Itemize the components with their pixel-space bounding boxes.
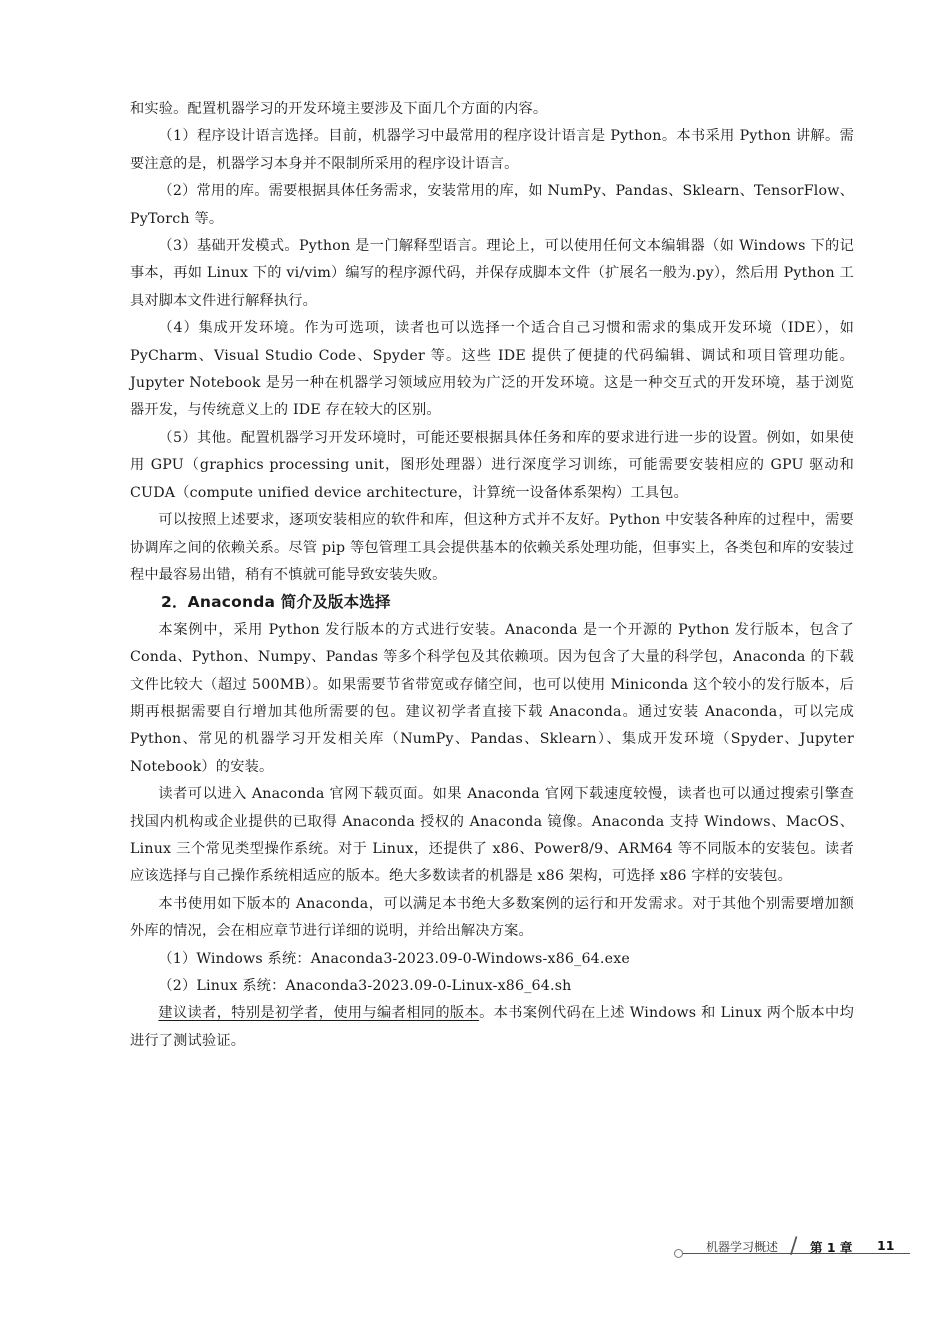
footer-section-name: 机器学习概述 — [706, 1240, 779, 1254]
version-item-windows: （1）Windows 系统：Anaconda3-2023.09-0-Windows-x86_64.exe — [158, 950, 631, 967]
footer-dot-icon — [674, 1249, 683, 1258]
page-footer — [640, 1236, 910, 1264]
paragraph-recommendation — [130, 1000, 854, 1055]
page-body — [130, 96, 854, 1055]
paragraph-other: （5）其他。配置机器学习开发环境时，可能还要根据具体任务和库的要求进行进一步的设置。例如，如果使用 GPU（graphics processing unit，图形处理器）进行深度学习训练，可能需要安装相应的 GPU 驱动和 CUDA（compute unified device architecture，计算统一设备体系架构）工具包。 — [130, 429, 854, 501]
paragraph-basic-dev-mode: （3）基础开发模式。Python 是一门解释型语言。理论上，可以使用任何文本编辑器（如 Windows 下的记事本，再如 Linux 下的 vi/vim）编写的程序源代码，并保存成脚本文件（扩展名一般为.py），然后用 Python 工具对脚本文件进行解释执行。 — [130, 238, 854, 309]
footer-chapter: 第 1 章 — [810, 1240, 853, 1255]
paragraph-anaconda-download: 读者可以进入 Anaconda 官网下载页面。如果 Anaconda 官网下载速度较慢，读者也可以通过搜索引擎查找国内机构或企业提供的已取得 Anaconda 授权的 Anaconda 镜像。Anaconda 支持 Windows、MacOS、Linux 三个常见类型操作系统。对于 Linux，还提供了 x86、Power8/9、ARM64 等不同版本的安装包。读者应该选择与自己操作系统相适应的版本。绝大多数读者的机器是 x86 架构，可选择 x86 字样的安装包。 — [130, 786, 854, 885]
recommendation-rest: 。本书案例代码在上述 Windows 和 Linux 两个版本中均进行了测试验证。 — [130, 1005, 854, 1049]
footer-slash-icon: / — [790, 1234, 798, 1259]
version-item-linux: （2）Linux 系统：Anaconda3-2023.09-0-Linux-x86_64.sh — [158, 978, 572, 994]
page-number: 11 — [877, 1238, 895, 1253]
section-heading: 2．Anaconda 简介及版本选择 — [161, 593, 391, 612]
paragraph-version-used: 本书使用如下版本的 Anaconda，可以满足本书绝大多数案例的运行和开发需求。对于其他个别需要增加额外库的情况，会在相应章节进行详细的说明，并给出解决方案。 — [130, 895, 854, 940]
paragraph-install-issues: 可以按照上述要求，逐项安装相应的软件和库，但这种方式并不友好。Python 中安装各种库的过程中，需要协调库之间的依赖关系。尽管 pip 等包管理工具会提供基本的依赖关系处理功能，但事实上，各类包和库的安装过程中最容易出错，稍有不慎就可能导致安装失败。 — [130, 512, 854, 583]
paragraph-ide: （4）集成开发环境。作为可选项，读者也可以选择一个适合自己习惯和需求的集成开发环境（IDE），如 PyCharm、Visual Studio Code、Spyder 等。这些 IDE 提供了便捷的代码编辑、调试和项目管理功能。Jupyter Notebook 是另一种在机器学习领域应用较为广泛的开发环境。这是一种交互式的开发环境，基于浏览器开发，与传统意义上的 IDE 存在较大的区别。 — [130, 320, 854, 419]
paragraph-common-libraries: （2）常用的库。需要根据具体任务需求，安装常用的库，如 NumPy、Pandas、Sklearn、TensorFlow、PyTorch 等。 — [130, 183, 854, 227]
paragraph-continuation: 和实验。配置机器学习的开发环境主要涉及下面几个方面的内容。 — [130, 101, 548, 117]
recommendation-underlined: 建议读者，特别是初学者，使用与编者相同的版本 — [158, 1005, 480, 1022]
paragraph-anaconda-intro: 本案例中，采用 Python 发行版本的方式进行安装。Anaconda 是一个开源的 Python 发行版本，包含了 Conda、Python、Numpy、Pandas 等多个科学包及其依赖项。因为包含了大量的科学包，Anaconda 的下载文件比较大（超过 500MB）。如果需要节省带宽或存储空间，也可以使用 Miniconda 这个较小的发行版本，后期再根据需要自行增加其他所需要的包。建议初学者直接下载 Anaconda。通过安装 Anaconda，可以完成 Python、常见的机器学习开发相关库（NumPy、Pandas、Sklearn）、集成开发环境（Spyder、Jupyter Notebook）的安装。 — [130, 621, 854, 775]
paragraph-language-choice: （1）程序设计语言选择。目前，机器学习中最常用的程序设计语言是 Python。本书采用 Python 讲解。需要注意的是，机器学习本身并不限制所采用的程序设计语言。 — [130, 128, 854, 172]
